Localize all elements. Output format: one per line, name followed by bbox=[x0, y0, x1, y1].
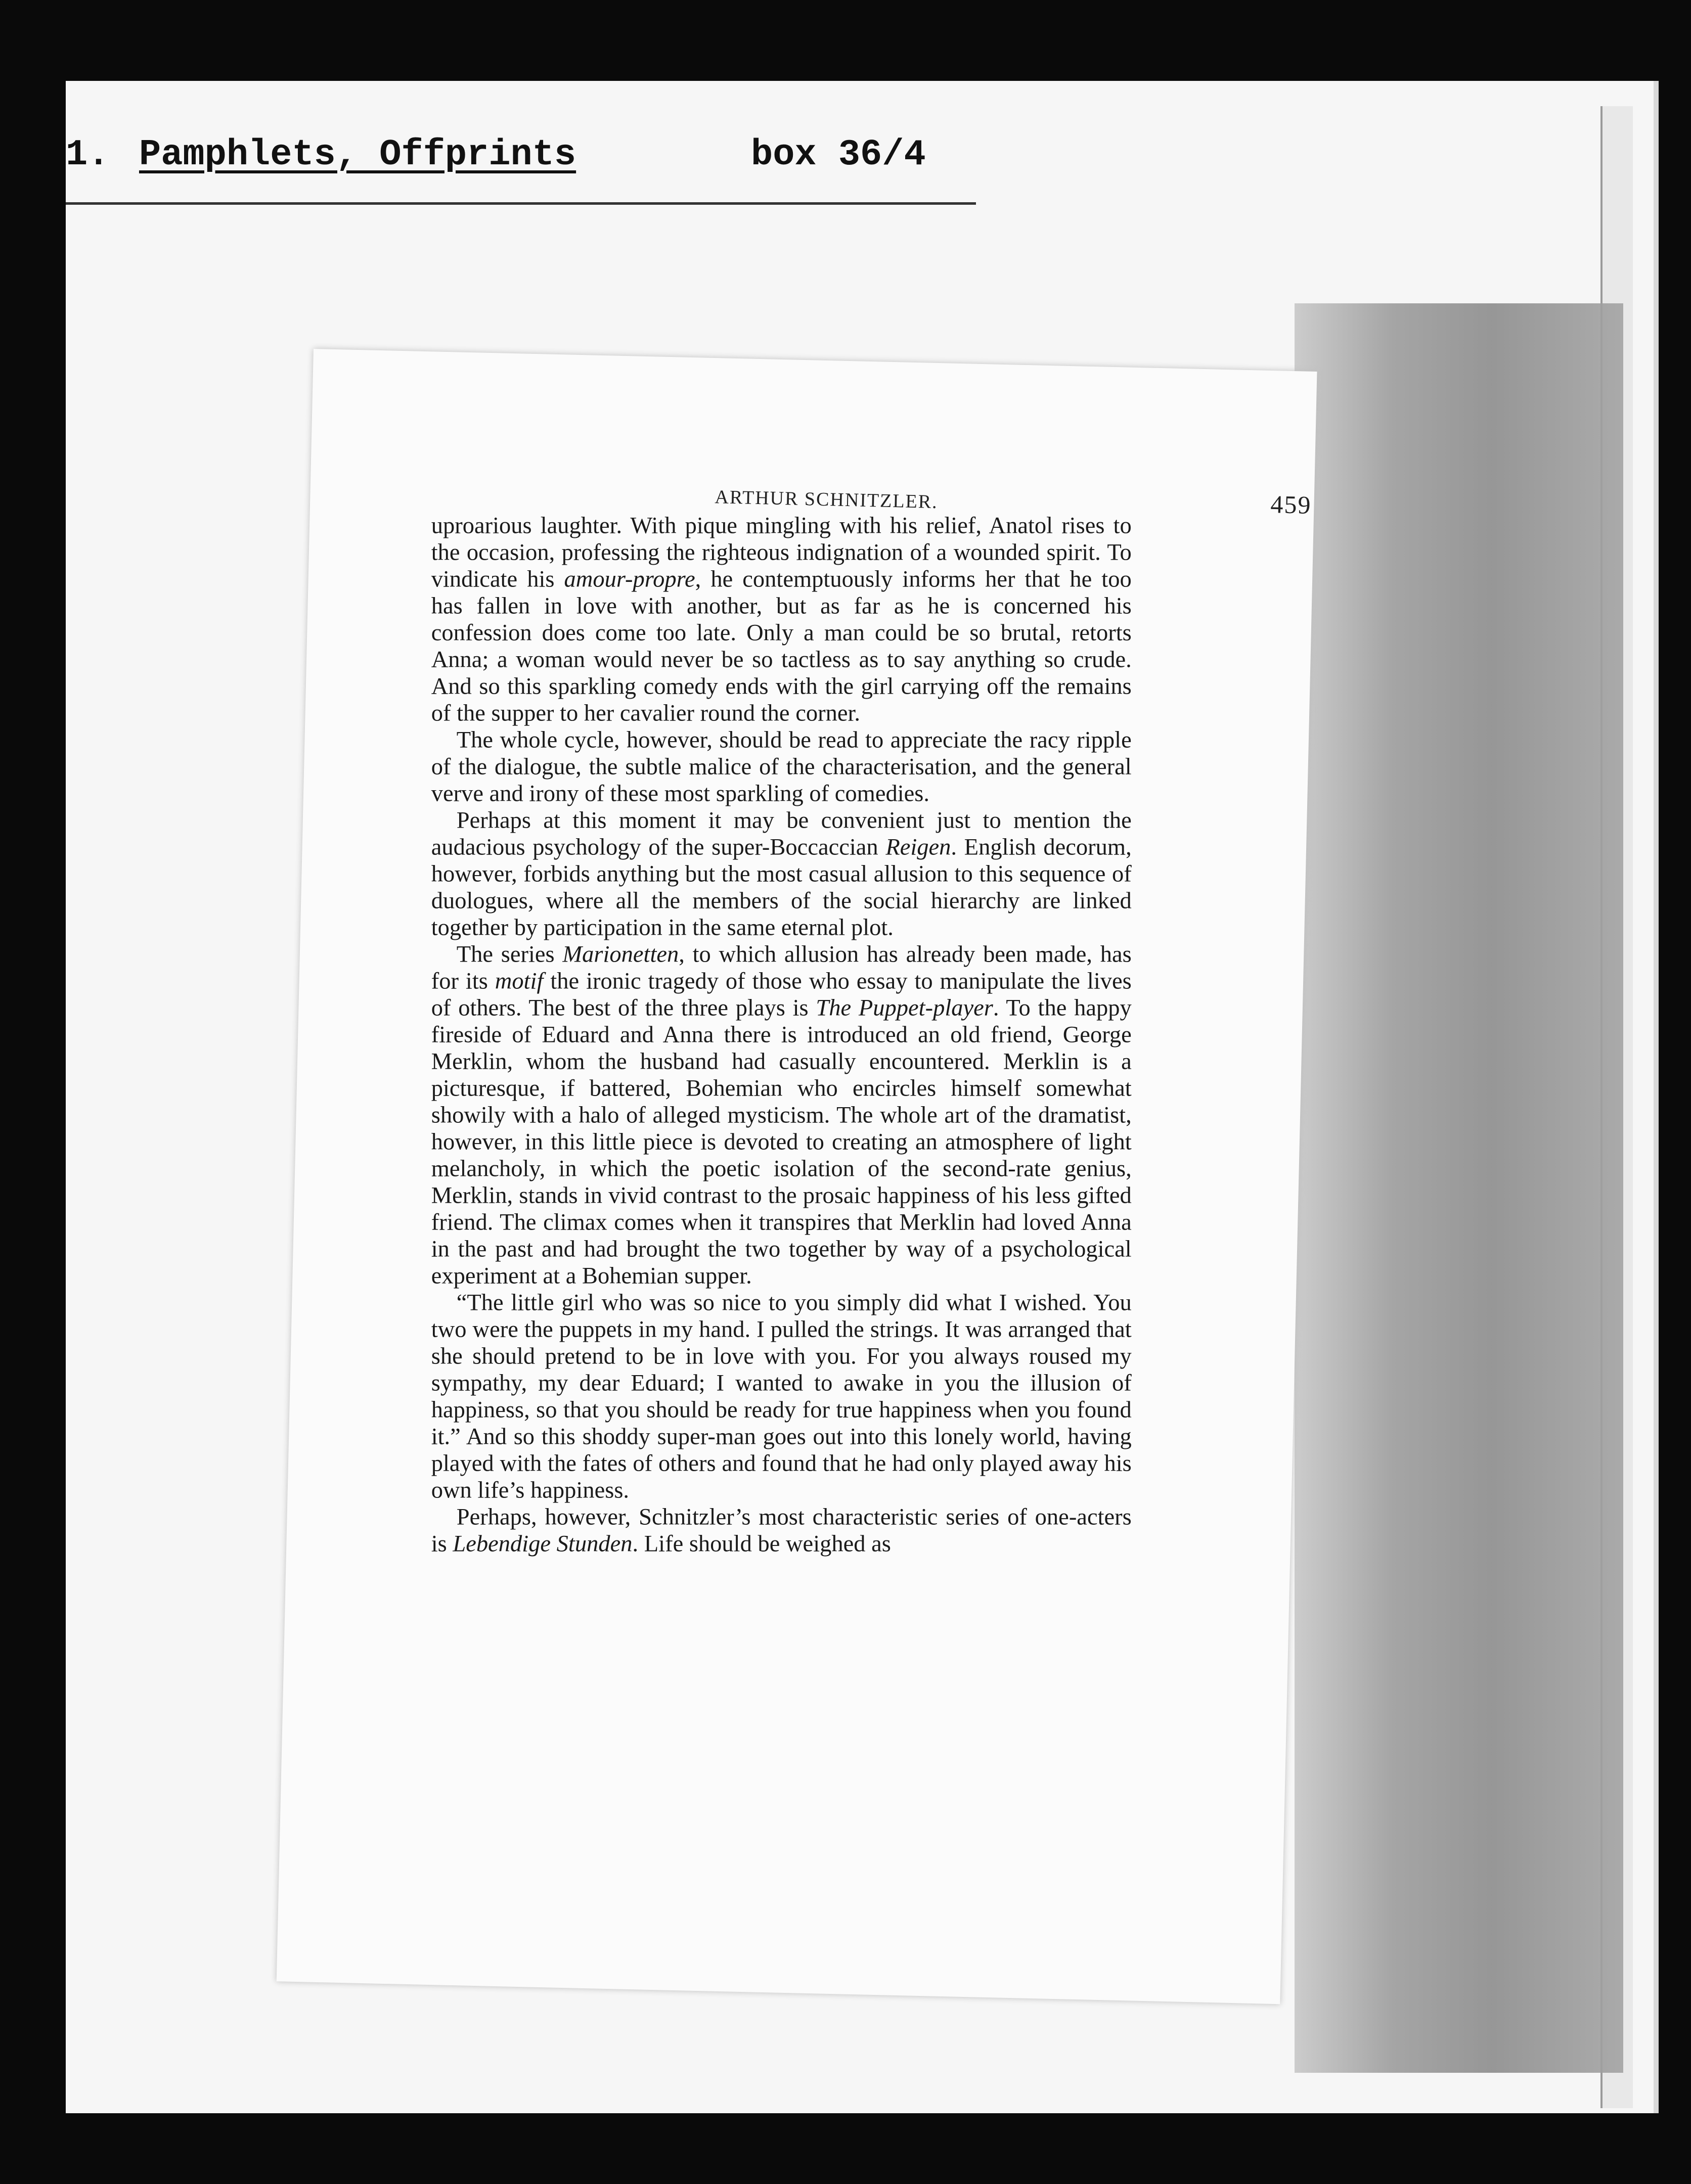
italic-term: The Puppet-player bbox=[816, 995, 993, 1021]
paragraph-3: Perhaps at this moment it may be convenient just to mention the audacious psychology of the super-Boccaccian Reigen. English decorum, however, forbids anything but the most casual allusion to this sequence of duologues, where all the members of the social hierarchy are linked together by participation in the same eternal plot. bbox=[431, 807, 1132, 941]
folder-label bbox=[66, 134, 976, 190]
paragraph-2: The whole cycle, however, should be read to appreciate the racy ripple of the dialogue, the subtle malice of the characterisation, and the general verve and irony of these most sparkling of comedies. bbox=[431, 727, 1132, 807]
paragraph-6: Perhaps, however, Schnitzler’s most characteristic series of one-acters is Lebendige Stunden. Life should be weighed as bbox=[431, 1504, 1132, 1557]
italic-term: motif bbox=[495, 968, 544, 994]
italic-term: Lebendige Stunden bbox=[453, 1531, 633, 1557]
running-head: ARTHUR SCHNITZLER. bbox=[715, 486, 939, 513]
paragraph-5: “The little girl who was so nice to you simply did what I wished. You two were the puppets in my hand. I pulled the strings. It was arranged that she should pretend to be in love with you. For you always roused my sympathy, my dear Eduard; I wanted to awake in you the illusion of happiness, so that you should be ready for true happiness when you found it.” And so this shoddy super-man goes out into this lonely world, having played with the fates of others and found that he had only played away his own life’s happiness. bbox=[431, 1290, 1132, 1504]
page-body bbox=[431, 512, 1132, 1557]
label-box-number: box 36/4 bbox=[751, 134, 926, 175]
label-rule bbox=[66, 202, 976, 205]
paragraph-4: The series Marionetten, to which allusion has already been made, has for its motif the ironic tragedy of those who essay to manipulate the lives of others. The best of the three plays is The Puppet-player. To the happy fireside of Eduard and Anna there is introduced an old friend, George Merklin, whom the husband had casually encountered. Merklin is a picturesque, if battered, Bohemian who encircles himself somewhat showily with a halo of alleged mysticism. The whole art of the dramatist, however, in this little piece is devoted to creating an atmosphere of light melancholy, in which the poetic isolation of the second-rate genius, Merklin, stands in vivid contrast to the prosaic happiness of his less gifted friend. The climax comes when it transpires that Merklin had loved Anna in the past and had brought the two together by way of a psychological experiment at a Bohemian supper. bbox=[431, 941, 1132, 1289]
label-number: 1. bbox=[66, 134, 110, 175]
paragraph-1: uproarious laughter. With pique mingling with his relief, Anatol rises to the occasion, professing the righteous indignation of a wounded spirit. To vindicate his amour-propre, he contemptuously informs her that he too has fallen in love with another, but as far as he is concerned his confession does come too late. Only a man could be so brutal, retorts Anna; a woman would never be so tactless as to say anything so crude. And so this sparkling comedy ends with the girl carrying off the remains of the supper to her cavalier round the corner. bbox=[431, 513, 1132, 726]
label-title: Pamphlets, Offprints bbox=[139, 134, 576, 175]
italic-term: amour-propre bbox=[564, 566, 695, 593]
page-number: 459 bbox=[1270, 490, 1312, 519]
clipping-page bbox=[277, 349, 1317, 2004]
italic-term: Marionetten bbox=[562, 941, 679, 968]
italic-term: Reigen bbox=[885, 834, 951, 860]
scan-shadow bbox=[1295, 303, 1623, 2073]
